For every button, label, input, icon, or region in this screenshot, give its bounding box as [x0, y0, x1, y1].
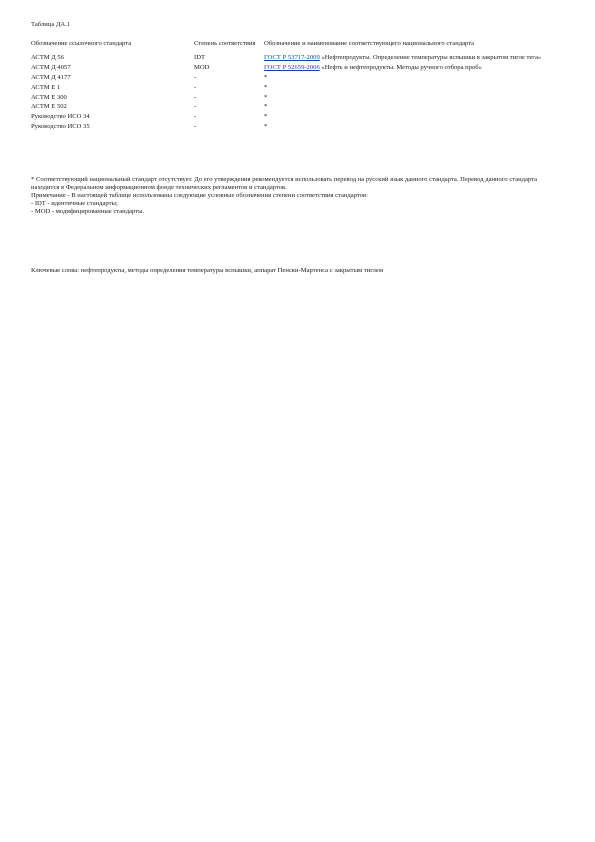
national-standard-title: * [264, 73, 268, 81]
table-row [29, 53, 569, 63]
national-standard-cell [262, 93, 569, 103]
national-standard-link[interactable]: ГОСТ Р 53717-2009 [264, 53, 320, 61]
national-standard-cell [262, 83, 569, 93]
note-line: Примечание - В настоящей таблице использованы следующие условные обозначения степени соответствия стандартов: [31, 191, 368, 199]
table-row [29, 83, 569, 93]
degree-cell: IDT [194, 53, 205, 61]
table-row [29, 63, 569, 73]
national-standard-title: * [264, 113, 268, 121]
header-national-standard: Обозначение и наименование соответствующего национального стандарта [264, 40, 475, 47]
table-row [29, 112, 569, 122]
degree-cell: MOD [194, 63, 210, 71]
reference-standard-cell: АСТМ Е 1 [31, 83, 61, 91]
degree-cell: - [194, 73, 197, 81]
national-standard-title: * [264, 93, 268, 101]
degree-cell: - [194, 103, 197, 111]
national-standard-title: * [264, 83, 268, 91]
degree-cell: - [194, 93, 197, 101]
reference-standard-cell: АСТМ Д 4177 [31, 73, 71, 81]
header-reference-standard: Обозначение ссылочного стандарта [31, 40, 132, 47]
table-row [29, 102, 569, 112]
table-row [29, 122, 569, 132]
degree-cell: - [194, 113, 197, 121]
degree-cell: - [194, 123, 197, 131]
keywords-line: Ключевые слова: нефтепродукты, методы определения температуры вспышки, аппарат Пенски-Мартенса с закрытым тиглем [31, 267, 383, 274]
table-row [29, 73, 569, 83]
header-degree-of-conformity: Степень соответствия [194, 40, 256, 47]
table-notes [31, 176, 551, 216]
national-standard-cell [262, 73, 569, 83]
table-caption: Таблица ДА.1 [31, 21, 71, 28]
national-standard-link[interactable]: ГОСТ Р 52659-2006 [264, 63, 320, 71]
note-line: - MOD - модифицированные стандарты. [31, 207, 145, 215]
footnote-text: * Соответствующий национальный стандарт отсутствует. До его утверждения рекомендуется использовать перевод на русский язык данного стандарта. Перевод данного стандарта находится в Федеральном информационном фонде технических регламентов и стандартов. [31, 176, 538, 191]
reference-standard-cell: АСТМ Е 300 [31, 93, 67, 101]
correspondence-table [29, 39, 569, 132]
table-row [29, 93, 569, 103]
reference-standard-cell: АСТМ Д 4057 [31, 63, 71, 71]
national-standard-title: «Нефть и нефтепродукты. Методы ручного отбора проб» [319, 63, 482, 71]
national-standard-cell [262, 122, 569, 132]
reference-standard-cell: АСТМ Д 56 [31, 53, 65, 61]
note-line: - IDT - идентичные стандарты; [31, 199, 118, 207]
national-standard-title: * [264, 123, 268, 131]
degree-cell: - [194, 83, 197, 91]
reference-standard-cell: Руководство ИСО 34 [31, 113, 90, 121]
national-standard-cell [262, 112, 569, 122]
national-standard-cell [262, 102, 569, 112]
national-standard-title: «Нефтепродукты. Определение температуры вспышки в закрытом тигле тега» [319, 53, 542, 61]
national-standard-cell [262, 53, 569, 63]
national-standard-cell [262, 63, 569, 73]
reference-standard-cell: Руководство ИСО 35 [31, 123, 90, 131]
reference-standard-cell: АСТМ Е 502 [31, 103, 67, 111]
table-header-row [29, 39, 569, 53]
national-standard-title: * [264, 103, 268, 111]
